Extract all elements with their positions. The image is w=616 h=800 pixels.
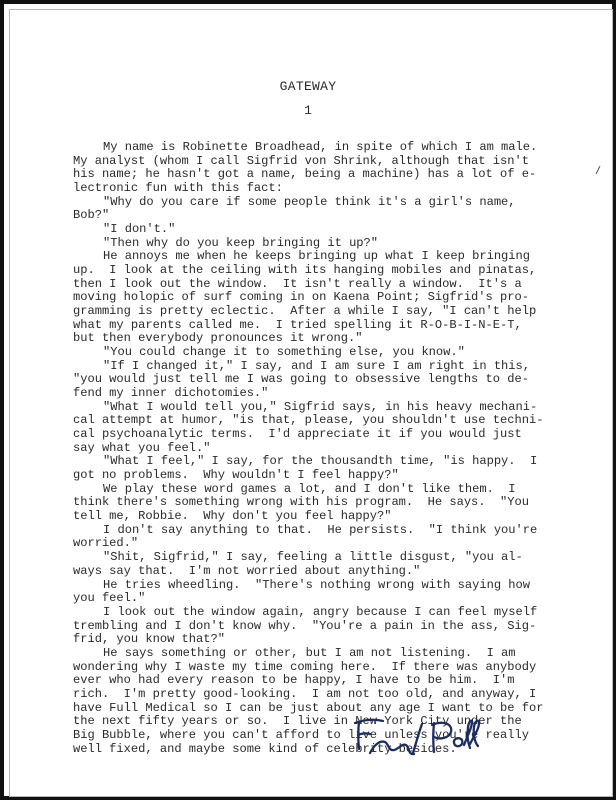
text-line: gramming is pretty eclectic. After a while I say, "I can't help <box>73 304 537 319</box>
page-title: GATEWAY <box>279 79 337 94</box>
text-line: ways say that. I'm not worried about anything." <box>73 563 421 578</box>
text-line: "Shit, Sigfrid," I say, feeling a little disgust, "you al- <box>103 550 523 565</box>
text-line: well fixed, and maybe some kind of celebrity besides. <box>73 741 457 756</box>
text-line: wondering why I waste my time coming here. If there was anybody <box>73 659 537 674</box>
text-line: up. I look at the ceiling with its hanging mobiles and pinatas, <box>73 263 537 278</box>
manuscript-body <box>73 141 573 756</box>
text-line: My analyst (whom I call Sigfrid von Shrink, although that isn't <box>73 153 529 168</box>
chapter-number: 1 <box>304 103 312 118</box>
text-line: then I look out the window. It isn't really a window. It's a <box>73 276 522 291</box>
text-line: I look out the window again, angry because I can feel myself <box>103 604 538 619</box>
text-line: worried." <box>73 536 139 551</box>
text-line: say what you feel." <box>73 440 211 455</box>
text-line: Bob?" <box>73 208 110 223</box>
text-line: We play these word games a lot, and I don't like them. I <box>103 481 516 496</box>
handwritten-signature <box>352 715 487 763</box>
text-line: "you would just tell me I was going to obsessive lengths to de- <box>73 372 529 387</box>
text-line: "Why do you care if some people think it's a girl's name, <box>103 194 516 209</box>
text-line: frid, you know that?" <box>73 632 225 647</box>
text-line: I don't say anything to that. He persists. "I think you're <box>103 522 538 537</box>
text-line: but then everybody pronounces it wrong." <box>73 331 363 346</box>
text-line: his name; he hasn't got a name, being a machine) has a lot of e- <box>73 167 537 182</box>
text-line: He annoys me when he keeps bringing up what I keep bringing <box>103 249 531 264</box>
text-line: what my parents called me. I tried spelling it R-O-B-I-N-E-T, <box>73 317 522 332</box>
text-line: lectronic fun with this fact: <box>73 181 283 196</box>
text-line: Big Bubble, where you can't afford to live unless you're really <box>73 727 529 742</box>
text-line: got no problems. Why wouldn't I feel happy?" <box>73 468 399 483</box>
text-line: "What I feel," I say, for the thousandth time, "is happy. I <box>103 454 538 469</box>
text-line: "You could change it to something else, you know." <box>103 345 465 360</box>
text-line: ever who had every reason to be happy, I have to be him. I'm <box>73 673 515 688</box>
text-line: "If I changed it," I say, and I am sure I am right in this, <box>103 358 531 373</box>
text-line: tell me, Robbie. Why don't you feel happy?" <box>73 509 392 524</box>
text-line: fend my inner dichotomies." <box>73 386 269 401</box>
text-line: the next fifty years or so. I live in New York City under the <box>73 714 522 729</box>
text-line: My name is Robinette Broadhead, in spite of which I am male. <box>103 140 538 154</box>
text-line: "I don't." <box>103 222 176 237</box>
stray-pen-mark <box>594 165 602 175</box>
text-line: "Then why do you keep bringing it up?" <box>103 235 379 250</box>
text-line: rich. I'm pretty good-looking. I am not too old, and anyway, I <box>73 686 537 701</box>
text-line: "What I would tell you," Sigfrid says, in his heavy mechani- <box>103 399 538 414</box>
text-line: you feel." <box>73 591 146 606</box>
text-line: cal psychoanalytic terms. I'd appreciate it if you would just <box>73 427 522 442</box>
text-line: trembling and I don't know why. "You're a pain in the ass, Sig- <box>73 618 537 633</box>
text-line: He says something or other, but I am not listening. I am <box>103 645 516 660</box>
text-line: think there's something wrong with his program. He says. "You <box>73 495 529 510</box>
text-line: have Full Medical so I can be just about any age I want to be for <box>73 700 544 715</box>
text-line: He tries wheedling. "There's nothing wrong with saying how <box>103 577 531 592</box>
text-line: cal attempt at humor, "is that, please, you shouldn't use techni- <box>73 413 544 428</box>
text-line: moving holopic of surf coming in on Kaena Point; Sigfrid's pro- <box>73 290 529 305</box>
